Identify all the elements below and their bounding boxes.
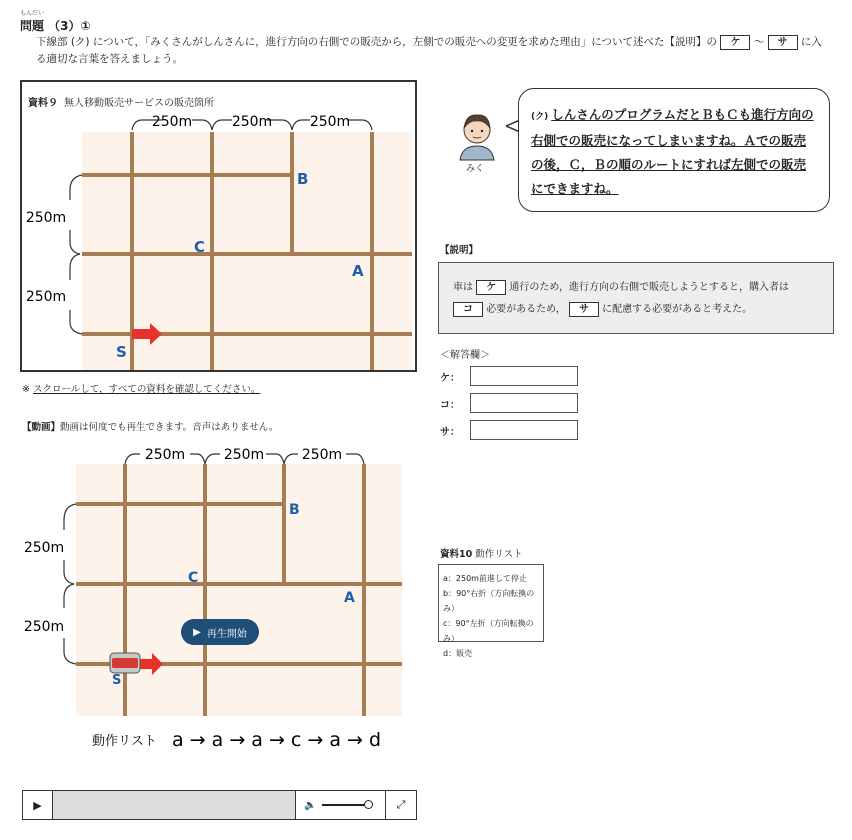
point-b: B — [297, 170, 309, 188]
answer-row-ko — [440, 393, 578, 413]
player-progress-bar[interactable] — [53, 791, 296, 819]
speaker-name: みく — [466, 164, 485, 174]
instruction-pre: 下線部 (ク) について，「 — [36, 36, 151, 48]
video-left-braces — [64, 504, 76, 664]
range-sep: ～ — [753, 36, 765, 48]
material9-id: 資料９ — [28, 98, 58, 109]
answer-key-ke: ケ： — [440, 372, 460, 384]
question-title-text: 問題 （3）① — [20, 19, 91, 33]
player-play-icon: ▶ — [33, 798, 42, 812]
play-start-button[interactable] — [181, 619, 259, 645]
material10-id: 資料10 — [440, 549, 473, 560]
left-braces — [70, 175, 82, 334]
dist-left-1: 250m — [25, 210, 67, 226]
blank-ko: コ — [453, 302, 483, 317]
answer-row-ke — [440, 366, 578, 386]
fullscreen-icon: ⤢ — [396, 798, 406, 811]
instruction-mid: 」について述べた【説明】の — [580, 36, 717, 48]
video-point-c: C — [188, 570, 199, 586]
material9-map — [22, 82, 415, 370]
play-start-label: 再生開始 — [206, 628, 247, 640]
instruction-post: に入る適切な言葉を答えましょう。 — [36, 36, 822, 65]
dist-top-3: 250m — [309, 114, 351, 130]
range-end-box: サ — [768, 35, 798, 50]
blank-sa: サ — [569, 302, 599, 317]
dist-top-2: 250m — [231, 114, 273, 130]
video-point-b: B — [289, 502, 300, 518]
video-dist-top-3: 250m — [301, 447, 343, 463]
video-dist-left-1: 250m — [23, 540, 65, 556]
instruction — [36, 34, 826, 68]
player-play-button[interactable] — [23, 791, 53, 819]
point-s: S — [116, 343, 127, 361]
explanation-line-2 — [453, 299, 821, 321]
expl-text-2a: 必要があるため， — [486, 304, 566, 315]
action-item-b: b：90°右折（方向転換のみ） — [443, 589, 535, 613]
player-volume[interactable] — [296, 791, 386, 819]
video-point-a: A — [344, 590, 355, 606]
video-frame[interactable] — [20, 440, 417, 785]
dist-left-2: 250m — [25, 289, 67, 305]
material10-label — [440, 546, 523, 560]
dialogue-tag: (ク) — [531, 112, 549, 122]
title-reading: もんだい — [20, 10, 45, 17]
vehicle-body-icon — [112, 658, 138, 668]
material10-title: 動作リスト — [475, 549, 523, 560]
action-item-a: a：250m前進して停止 — [443, 574, 527, 583]
volume-slider[interactable] — [322, 804, 368, 806]
answer-input-ke[interactable] — [470, 366, 578, 386]
material9-title: 無人移動販売サービスの販売箇所 — [64, 98, 214, 109]
video-dist-top-2: 250m — [223, 447, 265, 463]
video-label-bracket: 【動画】 — [22, 422, 61, 433]
point-a: A — [352, 262, 364, 280]
scroll-note-prefix: ※ — [22, 384, 30, 395]
answer-key-ko: コ： — [440, 399, 460, 411]
answer-key-sa: サ： — [440, 426, 460, 438]
explanation-line-1 — [453, 277, 821, 299]
material9-panel[interactable] — [20, 80, 417, 372]
video-point-s: S — [112, 673, 122, 688]
video-dist-top-1: 250m — [144, 447, 186, 463]
action-list-label: 動作リスト — [92, 734, 157, 749]
explanation-box — [438, 262, 834, 334]
instruction-quote: みくさんがしんさんに，進行方向の右側での販売から，左側での販売への変更を求めた理由 — [150, 36, 581, 48]
question-title — [20, 10, 91, 34]
action-item-c: c：90°左折（方向転換のみ） — [443, 619, 534, 643]
expl-text-1a: 車は — [453, 282, 473, 293]
video-dist-left-2: 250m — [23, 619, 65, 635]
answer-input-sa[interactable] — [470, 420, 578, 440]
answer-row-sa — [440, 420, 578, 440]
dialogue-text: しんさんのプログラムだとＢもＣも進行方向の右側での販売になってしまいますね。Ａでの販売の後，Ｃ，Ｂの順のルートにすれば左側での販売にできますね。 — [531, 107, 814, 196]
volume-knob[interactable] — [364, 800, 373, 809]
expl-text-1b: 通行のため，進行方向の右側で販売しようとすると，購入者は — [509, 282, 789, 293]
blank-ke: ケ — [476, 280, 506, 295]
play-icon: ▶ — [193, 626, 201, 638]
dist-top-1: 250m — [151, 114, 193, 130]
video-map — [20, 440, 417, 785]
video-controls — [22, 790, 417, 820]
volume-icon: 🔈 — [304, 799, 317, 811]
answer-input-ko[interactable] — [470, 393, 578, 413]
point-c: C — [194, 238, 206, 256]
material10-box — [438, 564, 544, 658]
video-label — [22, 419, 278, 433]
action-item-d: d：販売 — [443, 649, 473, 658]
explanation-label: 【説明】 — [440, 245, 479, 256]
scroll-note-text: スクロールして，すべての資料を確認してください。 — [33, 384, 261, 395]
expl-text-2b: に配慮する必要があると考えた。 — [602, 304, 753, 315]
action-list-value: a → a → a → c → a → d — [172, 729, 382, 751]
scroll-note — [22, 381, 260, 395]
video-label-text: 動画は何度でも再生できます。音声はありません。 — [60, 422, 279, 433]
answer-label: ＜解答欄＞ — [440, 350, 490, 361]
fullscreen-button[interactable] — [386, 791, 416, 819]
range-start-box: ケ — [720, 35, 750, 50]
speech-bubble — [518, 88, 830, 212]
